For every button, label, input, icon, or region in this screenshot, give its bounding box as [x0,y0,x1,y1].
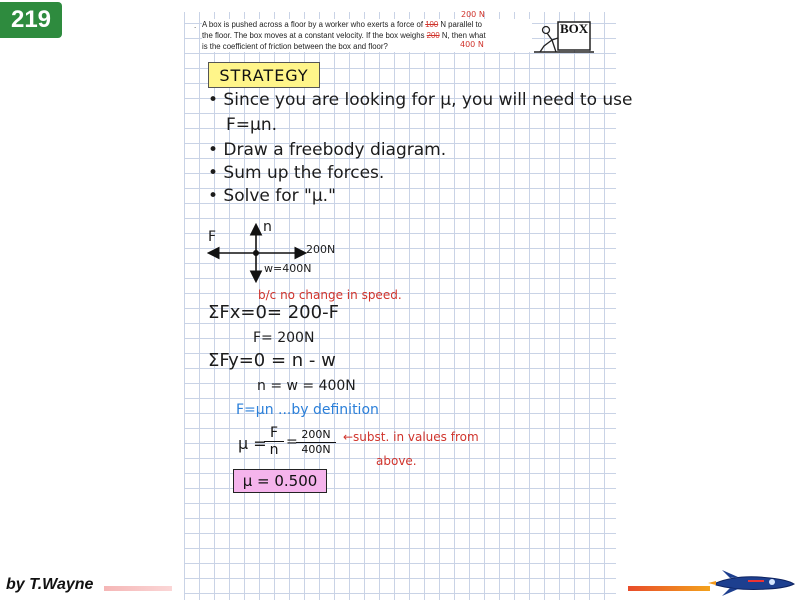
problem-line-2-b: N, then what [439,31,486,40]
fraction-2-numerator: 200N [296,428,336,443]
fraction-200-over-400 [296,428,336,457]
mu-equals-sign: = [286,434,298,450]
correction-200n: 200 N [461,10,485,19]
final-answer-box: μ = 0.500 [233,469,327,493]
sum-x-equation: ΣFx=0= 200-F [208,302,339,323]
box-pushing-icon [534,18,594,54]
friction-force-label: F [208,229,217,245]
strategy-bullet-1-cont: F=μn. [226,115,278,135]
weight-label: w=400N [264,262,312,275]
problem-number-badge: 219 [0,2,62,38]
friction-value: F= 200N [253,330,315,346]
fraction-f-over-n [264,425,284,458]
problem-line-1 [202,19,532,30]
note-no-change-speed: b/c no change in speed. [258,288,402,302]
fraction-1-numerator: F [264,425,284,442]
definition-line: F=μn ...by definition [236,402,379,418]
problem-crossed-200: 200 [426,31,440,40]
strategy-bullet-1: • Since you are looking for μ, you will need to use [208,90,633,110]
fraction-1-denominator: n [269,442,279,458]
problem-line-1-b: N parallel to [438,20,482,29]
sum-y-equation: ΣFy=0 = n - w [208,350,336,371]
problem-line-1-a: A box is pushed across a floor by a worker who exerts a force of [202,20,426,29]
applied-force-label: 200N [306,243,336,256]
footer-stripe-right [628,586,710,591]
strategy-heading: STRATEGY [208,62,320,88]
box-label: BOX [560,21,589,36]
footer-stripe-left [104,586,172,591]
correction-400n: 400 N [460,40,484,49]
problem-line-2-a: the floor. The box moves at a constant velocity. If the box weighs [202,31,427,40]
problem-crossed-100: 100 [425,20,439,29]
normal-force-label: n [263,219,272,235]
problem-bullet: . [194,21,197,30]
problem-line-3: is the coefficient of friction between the box and floor? [202,42,388,51]
fraction-2-denominator: 400N [301,443,331,456]
rocket-logo-icon [708,568,798,598]
note-subst-values: ←subst. in values from [343,430,479,444]
author-byline: by T.Wayne [6,576,94,593]
strategy-bullet-3: • Sum up the forces. [208,163,385,183]
strategy-bullet-2: • Draw a freebody diagram. [208,140,447,160]
normal-value: n = w = 400N [257,378,356,394]
mu-equation-left: μ = [238,434,267,453]
strategy-bullet-4: • Solve for "μ." [208,186,336,206]
note-above: above. [376,454,417,468]
